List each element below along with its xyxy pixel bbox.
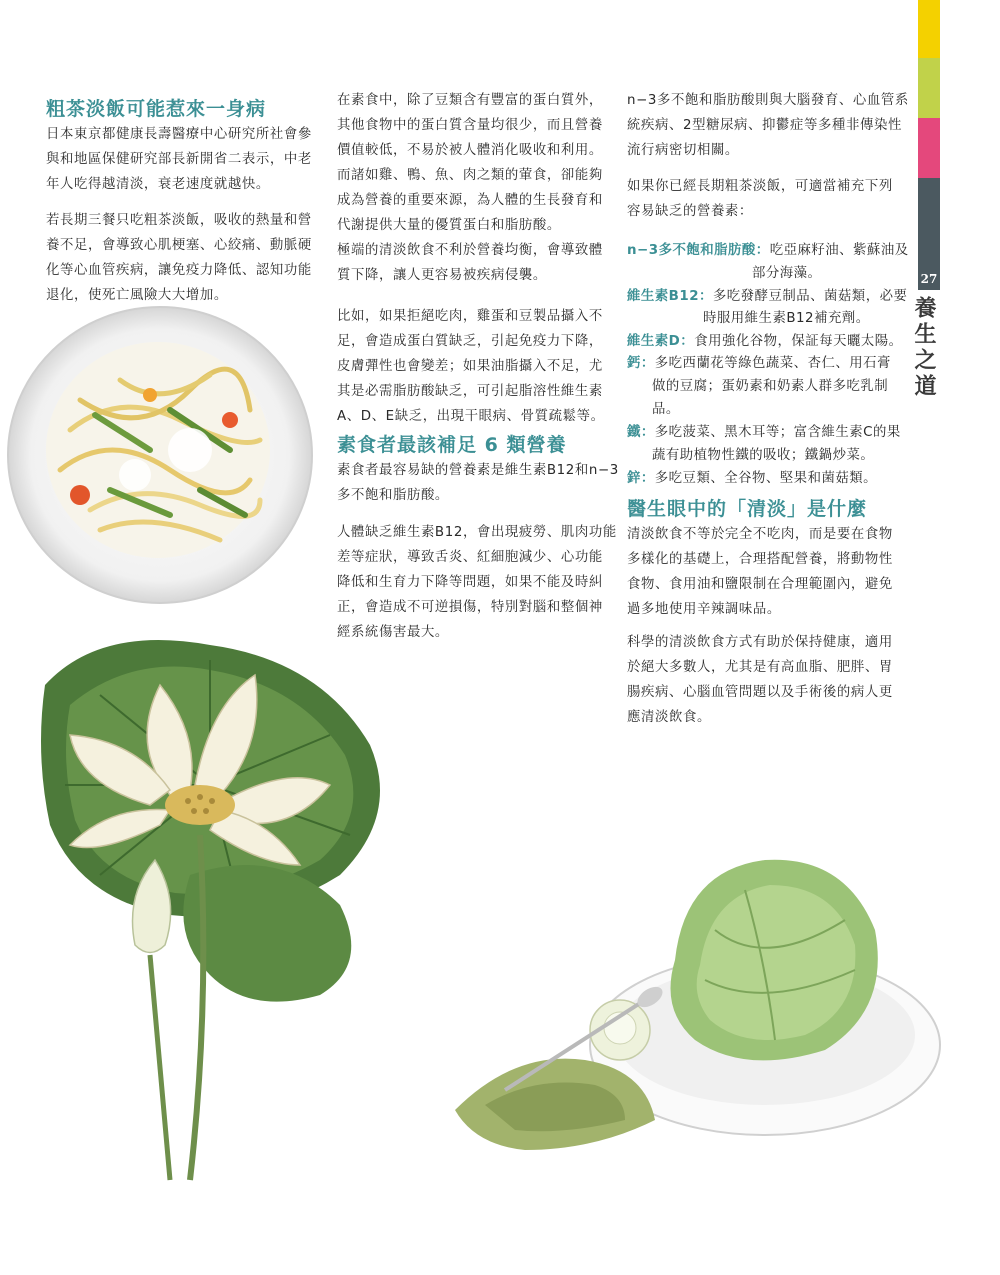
text-line: 與和地區保健研究部長新開省二表示，中老: [46, 152, 312, 167]
text-line: 在素食中，除了豆類含有豐富的蛋白質外，: [337, 93, 603, 108]
paragraph-col2-4: [337, 458, 619, 508]
text-line: 應清淡飲食。: [627, 710, 711, 725]
nutrient-text: 做的豆腐；蛋奶素和奶素人群多吃乳制: [652, 379, 889, 394]
nutrient-text: 品。: [652, 402, 680, 417]
nutrient-calcium-cont2: [652, 397, 680, 422]
text-line: 腸疾病、心腦血管問題以及手術後的病人更: [627, 685, 893, 700]
text-line: 經系統傷害最大。: [337, 625, 449, 640]
heading-col2: 素食者最該補足 6 類營養: [337, 434, 567, 456]
paragraph-col3-2: [627, 174, 893, 224]
paragraph-col3-3: [627, 522, 893, 622]
text-line: 素食者最容易缺的營養素是維生素B12和n−3: [337, 463, 619, 478]
text-line: 降低和生育力下降等問題，如果不能及時糾: [337, 575, 603, 590]
nutrient-text: 時服用維生素B12補充劑。: [703, 311, 870, 326]
nutrient-label: 維生素D：: [627, 334, 695, 349]
lotus-illustration: [40, 625, 430, 1185]
text-line: 比如，如果拒絕吃肉，雞蛋和豆製品攝入不: [337, 309, 603, 324]
color-bar-yellow: [918, 0, 940, 58]
nutrient-text: 部分海藻。: [752, 266, 822, 281]
paragraph-col1-2: [46, 208, 312, 308]
nutrient-iron-cont: [652, 443, 874, 468]
nutrient-label: n−3多不飽和脂肪酸：: [627, 243, 770, 258]
text-line: 於絕大多數人，尤其是有高血脂、肥胖、胃: [627, 660, 893, 675]
text-line: 多不飽和脂肪酸。: [337, 488, 449, 503]
text-line: 如果你已經長期粗茶淡飯，可適當補充下列: [627, 179, 893, 194]
text-line: 統疾病、2型糖尿病、抑鬱症等多種非傳染性: [627, 118, 902, 133]
nutrient-n3: [627, 238, 909, 263]
text-line: 食物、食用油和鹽限制在合理範圍內，避免: [627, 577, 893, 592]
text-line: 其他食物中的蛋白質含量均很少，而且營養: [337, 118, 603, 133]
color-bar-green: [918, 58, 940, 118]
nutrient-zinc: [627, 466, 877, 491]
paragraph-col2-3: [337, 304, 605, 429]
text-line: 足，會造成蛋白質缺乏，引起免疫力下降，: [337, 334, 603, 349]
text-line: 代謝提供大量的優質蛋白和脂肪酸。: [337, 218, 561, 233]
nutrient-text: 蔬有助植物性鐵的吸收；鐵鍋炒菜。: [652, 448, 875, 463]
text-line: 而諸如雞、鴨、魚、肉之類的葷食，卻能夠: [337, 168, 603, 183]
nutrient-iron: [627, 420, 901, 445]
section-title: 養生之道: [911, 296, 937, 400]
text-line: n−3多不飽和脂肪酸則與大腦發育、心血管系: [627, 93, 909, 108]
nutrient-text: 多吃菠菜、黑木耳等；富含維生素C的果: [654, 425, 901, 440]
nutrient-text: 多吃豆類、全谷物、堅果和菌菇類。: [654, 471, 878, 486]
color-bar-gray: [918, 178, 940, 268]
paragraph-col1-1: [46, 122, 312, 197]
nutrient-n3-cont: [752, 261, 821, 286]
text-line: 成為營養的重要來源，為人體的生長發育和: [337, 193, 603, 208]
text-line: 極端的清淡飲食不利於營養均衡，會導致體: [337, 243, 603, 258]
nutrient-calcium: [627, 351, 891, 376]
paragraph-col2-1: [337, 88, 603, 238]
text-line: 日本東京都健康長壽醫療中心研究所社會參: [46, 127, 312, 142]
heading-col1: 粗茶淡飯可能惹來一身病: [46, 98, 267, 120]
text-line: 年人吃得越清淡，衰老速度就越快。: [46, 177, 270, 192]
nutrient-label: 鈣：: [627, 356, 655, 371]
text-line: 差等症狀，導致舌炎、紅細胞減少、心功能: [337, 550, 603, 565]
text-line: 科學的清淡飲食方式有助於保持健康，適用: [627, 635, 893, 650]
nutrient-text: 吃亞麻籽油、紫蘇油及: [769, 243, 909, 258]
text-line: 容易缺乏的營養素：: [627, 204, 753, 219]
nutrient-label: 維生素B12：: [627, 289, 713, 304]
text-line: 過多地使用辛辣調味品。: [627, 602, 781, 617]
text-line: 退化，使死亡風險大大增加。: [46, 288, 228, 303]
text-line: 多樣化的基礎上，合理搭配營養，將動物性: [627, 552, 893, 567]
text-line: 皮膚彈性也會變差；如果油脂攝入不足，尤: [337, 359, 603, 374]
text-line: 流行病密切相關。: [627, 143, 739, 158]
text-line: 化等心血管疾病，讓免疫力降低、認知功能: [46, 263, 312, 278]
text-line: 價值較低，不易於被人體消化吸收和利用。: [337, 143, 603, 158]
text-line: 其是必需脂肪酸缺乏，可引起脂溶性維生素: [337, 384, 603, 399]
text-line: 清淡飲食不等於完全不吃肉，而是要在食物: [627, 527, 893, 542]
page-number: 27: [918, 268, 940, 290]
nutrient-text: 多吃發酵豆制品、菌菇類，必要: [712, 289, 908, 304]
nutrient-text: 多吃西蘭花等綠色蔬菜、杏仁、用石膏: [654, 356, 891, 371]
nutrient-calcium-cont: [652, 374, 888, 399]
nutrient-text: 食用強化谷物，保証每天曬太陽。: [694, 334, 903, 349]
text-line: 養不足，會導致心肌梗塞、心絞痛、動脈硬: [46, 238, 312, 253]
color-bar-pink: [918, 118, 940, 178]
paragraph-col2-2: [337, 238, 603, 288]
text-line: 若長期三餐只吃粗茶淡飯，吸收的熱量和營: [46, 213, 312, 228]
text-line: 人體缺乏維生素B12，會出現疲勞、肌肉功能: [337, 525, 617, 540]
text-line: A、D、E缺乏，出現干眼病、骨質疏鬆等。: [337, 409, 605, 424]
paragraph-col3-4: [627, 630, 893, 730]
pasta-plate-image: [0, 300, 315, 610]
text-line: 質下降，讓人更容易被疾病侵襲。: [337, 268, 547, 283]
nutrient-label: 鋅：: [627, 471, 655, 486]
nutrient-label: 鐵：: [627, 425, 655, 440]
nutrient-b12-cont: [703, 306, 870, 331]
paragraph-col3-1: [627, 88, 909, 163]
cabbage-dish-image: [445, 850, 945, 1170]
text-line: 正，會造成不可逆損傷，特別對腦和整個神: [337, 600, 603, 615]
heading-col3: 醫生眼中的「清淡」是什麼: [627, 498, 868, 520]
